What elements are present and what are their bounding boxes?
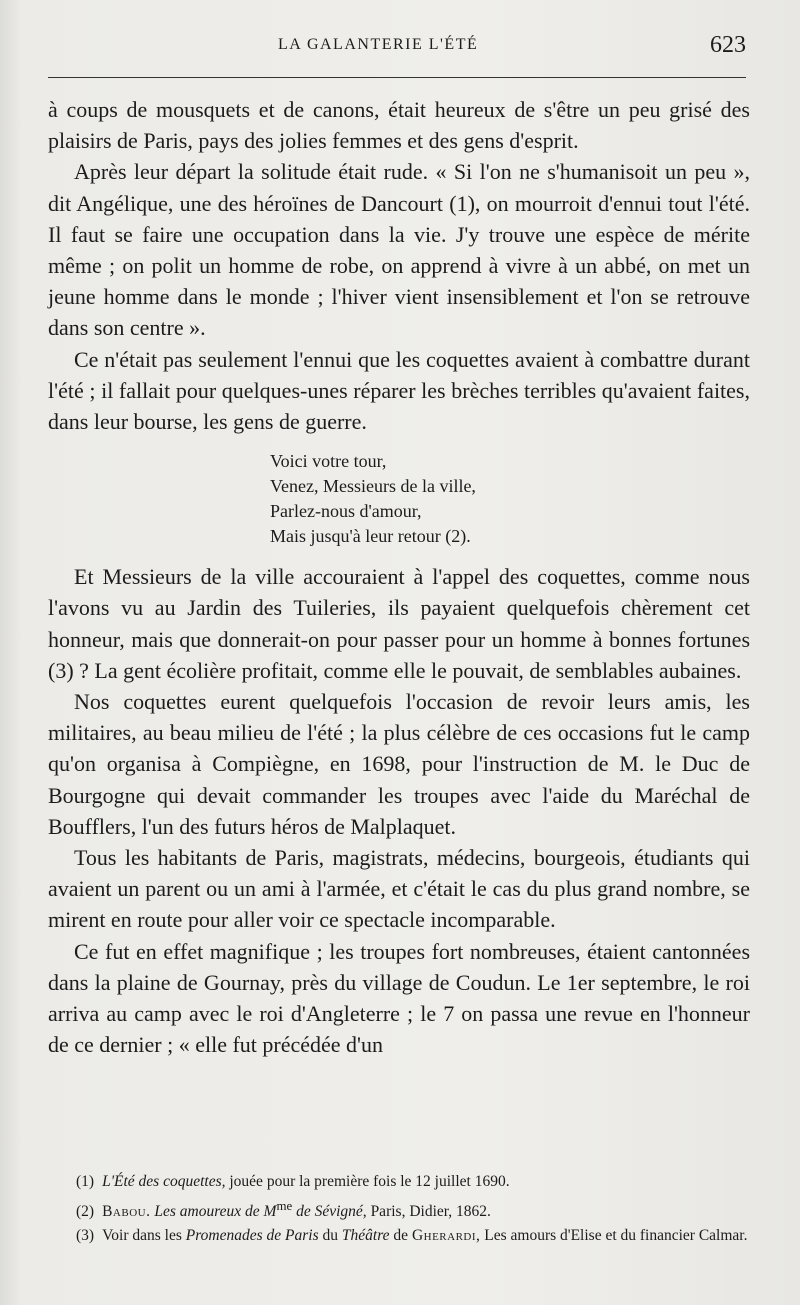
verse-line-3: Parlez-nous d'amour, [270, 501, 422, 522]
footnote-2-author: Babou. [102, 1203, 151, 1221]
footnote-2-title-a: Les amoureux de M [154, 1203, 277, 1221]
footnote-3-mid: du [318, 1227, 342, 1245]
footnote-3-title-b: Théâtre [341, 1227, 390, 1245]
footnotes [48, 1170, 758, 1248]
paragraph-5: Nos coquettes eurent quelquefois l'occasion de revoir leurs amis, les militaires, au beau milieu de l'été ; la plus célèbre de ces occasions fut le camp qu'on organisa à Compiègne, en 1698, pour l'instruction de M. le Duc de Bourgogne qui devait commander les troupes avec l'aide du Maréchal de Boufflers, l'un des futurs héros de Malplaquet. [48, 689, 750, 839]
verse-line-2: Venez, Messieurs de la ville, [270, 476, 476, 497]
paragraph-2: Après leur départ la solitude était rude. « Si l'on ne s'humanisoit un peu », dit Angélique, une des héroïnes de Dancourt (1), on mourroit d'ennui tout l'été. Il faut se faire une occupation dans la vie. J'y trouve une espèce de mérite même ; on polit un homme de robe, on apprend à vivre à un abbé, on met un jeune homme dans le monde ; l'hiver vient insensiblement et l'on se retrouve dans son centre ». [48, 159, 750, 341]
verse-line-1: Voici votre tour, [270, 451, 387, 472]
footnote-2-text: Paris, Didier, 1862. [366, 1203, 491, 1221]
footnote-3-author: Gherardi, [411, 1227, 481, 1245]
footnote-2-title-b: de Sévigné, [292, 1203, 367, 1221]
footnote-3-mid2: de [389, 1227, 412, 1245]
verse-line-4: Mais jusqu'à leur retour (2). [270, 526, 471, 547]
footnote-1 [48, 1170, 758, 1194]
paragraph-4: Et Messieurs de la ville accouraient à l'appel des coquettes, comme nous l'avons vu au Jardin des Tuileries, ils payaient quelquefois chèrement cet honneur, mais que donnerait-on pour passer pour un homme à bonnes fortunes (3) ? La gent écolière profitait, comme elle le pouvait, de semblables aubaines. [48, 564, 750, 683]
verse-quote [270, 449, 750, 549]
footnote-3-number: (3) [76, 1227, 95, 1245]
footnote-3-title-a: Promenades de Paris [185, 1227, 319, 1245]
footnote-1-title: L'Été des coquettes, [102, 1173, 226, 1190]
footnote-2-number: (2) [76, 1203, 95, 1221]
footnote-3-pre: Voir dans les [102, 1227, 186, 1245]
page-header [48, 30, 748, 70]
footnote-1-number: (1) [76, 1173, 95, 1190]
paragraph-3: Ce n'était pas seulement l'ennui que les coquettes avaient à combattre durant l'été ; il fallait pour quelques-unes réparer les brèches terribles qu'avaient faites, dans leur bourse, les gens de guerre. [48, 346, 750, 435]
footnote-2 [48, 1194, 758, 1224]
header-rule [48, 77, 746, 78]
running-title: LA GALANTERIE L'ÉTÉ [278, 36, 479, 53]
paragraph-6: Tous les habitants de Paris, magistrats, médecins, bourgeois, étudiants qui avaient un parent ou un ami à l'armée, et c'était le cas du plus grand nombre, se mirent en route pour aller voir ce spectacle incomparable. [48, 845, 750, 933]
paragraph-7: Ce fut en effet magnifique ; les troupes fort nombreuses, étaient cantonnées dans la plaine de Gournay, près du village de Coudun. Le 1er septembre, le roi arriva au camp avec le roi d'Angleterre ; le 7 on passa une revue en l'honneur de ce dernier ; « elle fut précédée d'un [48, 938, 750, 1058]
footnote-1-text: jouée pour la première fois le 12 juillet 1690. [225, 1173, 510, 1190]
body-text [48, 94, 750, 1060]
footnote-2-title-sup: me [276, 1198, 293, 1213]
footnote-3-text: Les amours d'Elise et du financier Calmar. [480, 1227, 748, 1245]
paragraph-1: à coups de mousquets et de canons, était heureux de s'être un peu grisé des plaisirs de Paris, pays des jolies femmes et des gens d'esprit. [48, 97, 750, 154]
page-number: 623 [710, 32, 746, 58]
footnote-3 [48, 1224, 758, 1248]
